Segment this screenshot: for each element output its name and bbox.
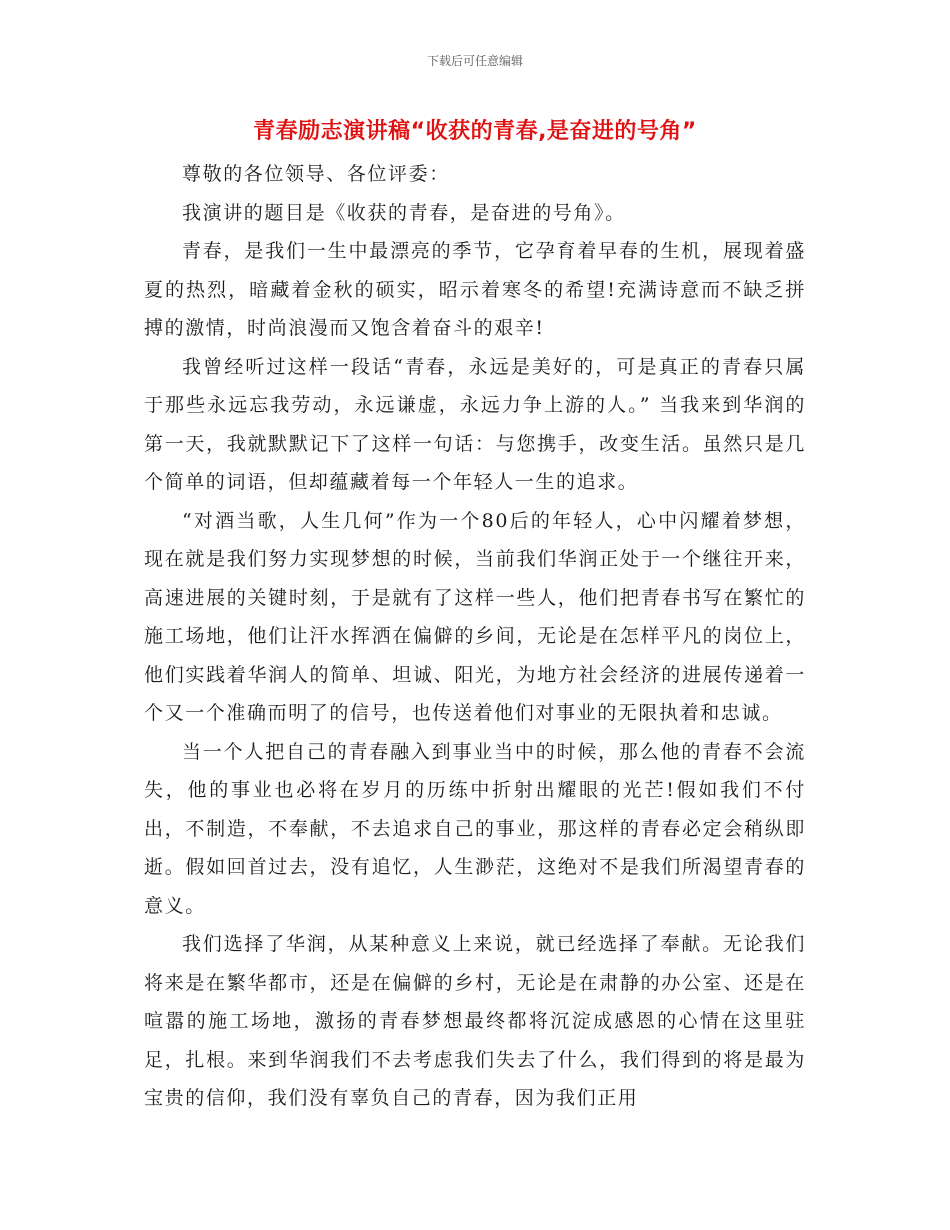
paragraph: 我们选择了华润，从某种意义上来说，就已经选择了奉献。无论我们将来是在繁华都市，还是在偏僻的乡村，无论是在肃静的办公室、还是在喧嚣的施工场地，激扬的青春梦想最终都将沉淀成感恩的心情在这里驻足，扎根。来到华润我们不去考虑我们失去了什么，我们得到的将是最为宝贵的信仰，我们没有辜负自己的青春，因为我们正用: [144, 933, 806, 1109]
paragraph: 我曾经听过这样一段话“青春，永远是美好的，可是真正的青春只属于那些永远忘我劳动，永远谦虚，永远力争上游的人。” 当我来到华润的第一天，我就默默记下了这样一句话：与您携手，改变生活。虽然只是几个简单的词语，但却蕴藏着每一个年轻人一生的追求。: [144, 355, 806, 493]
paragraph: “对酒当歌，人生几何”作为一个80后的年轻人，心中闪耀着梦想，现在就是我们努力实现梦想的时候，当前我们华润正处于一个继往开来，高速进展的关键时刻，于是就有了这样一些人，他们把青春书写在繁忙的施工场地，他们让汗水挥洒在偏僻的乡间，无论是在怎样平凡的岗位上，他们实践着华润人的简单、坦诚、阳光，为地方社会经济的进展传递着一个又一个准确而明了的信号，也传送着他们对事业的无限执着和忠诚。: [144, 509, 806, 724]
paragraph: 青春，是我们一生中最漂亮的季节，它孕育着早春的生机，展现着盛夏的热烈，暗藏着金秋的硕实，昭示着寒冬的希望!充满诗意而不缺乏拼搏的激情，时尚浪漫而又饱含着奋斗的艰辛!: [144, 240, 806, 339]
paragraph-salutation: 尊敬的各位领导、各位评委：: [182, 163, 450, 185]
paragraph: 当一个人把自己的青春融入到事业当中的时候，那么他的青春不会流失，他的事业也必将在岁月的历练中折射出耀眼的光芒!假如我们不付出，不制造，不奉献，不去追求自己的事业，那这样的青春必定会稍纵即逝。假如回首过去，没有追忆，人生渺茫，这绝对不是我们所渴望青春的意义。: [144, 740, 806, 917]
document-body: [144, 155, 806, 1118]
paragraph-topic: 我演讲的题目是《收获的青春，是奋进的号角》。: [182, 201, 626, 224]
document-title: 青春励志演讲稿“收获的青春,是奋进的号角”: [253, 119, 697, 144]
page-header: 下载后可任意编辑: [426, 54, 523, 68]
